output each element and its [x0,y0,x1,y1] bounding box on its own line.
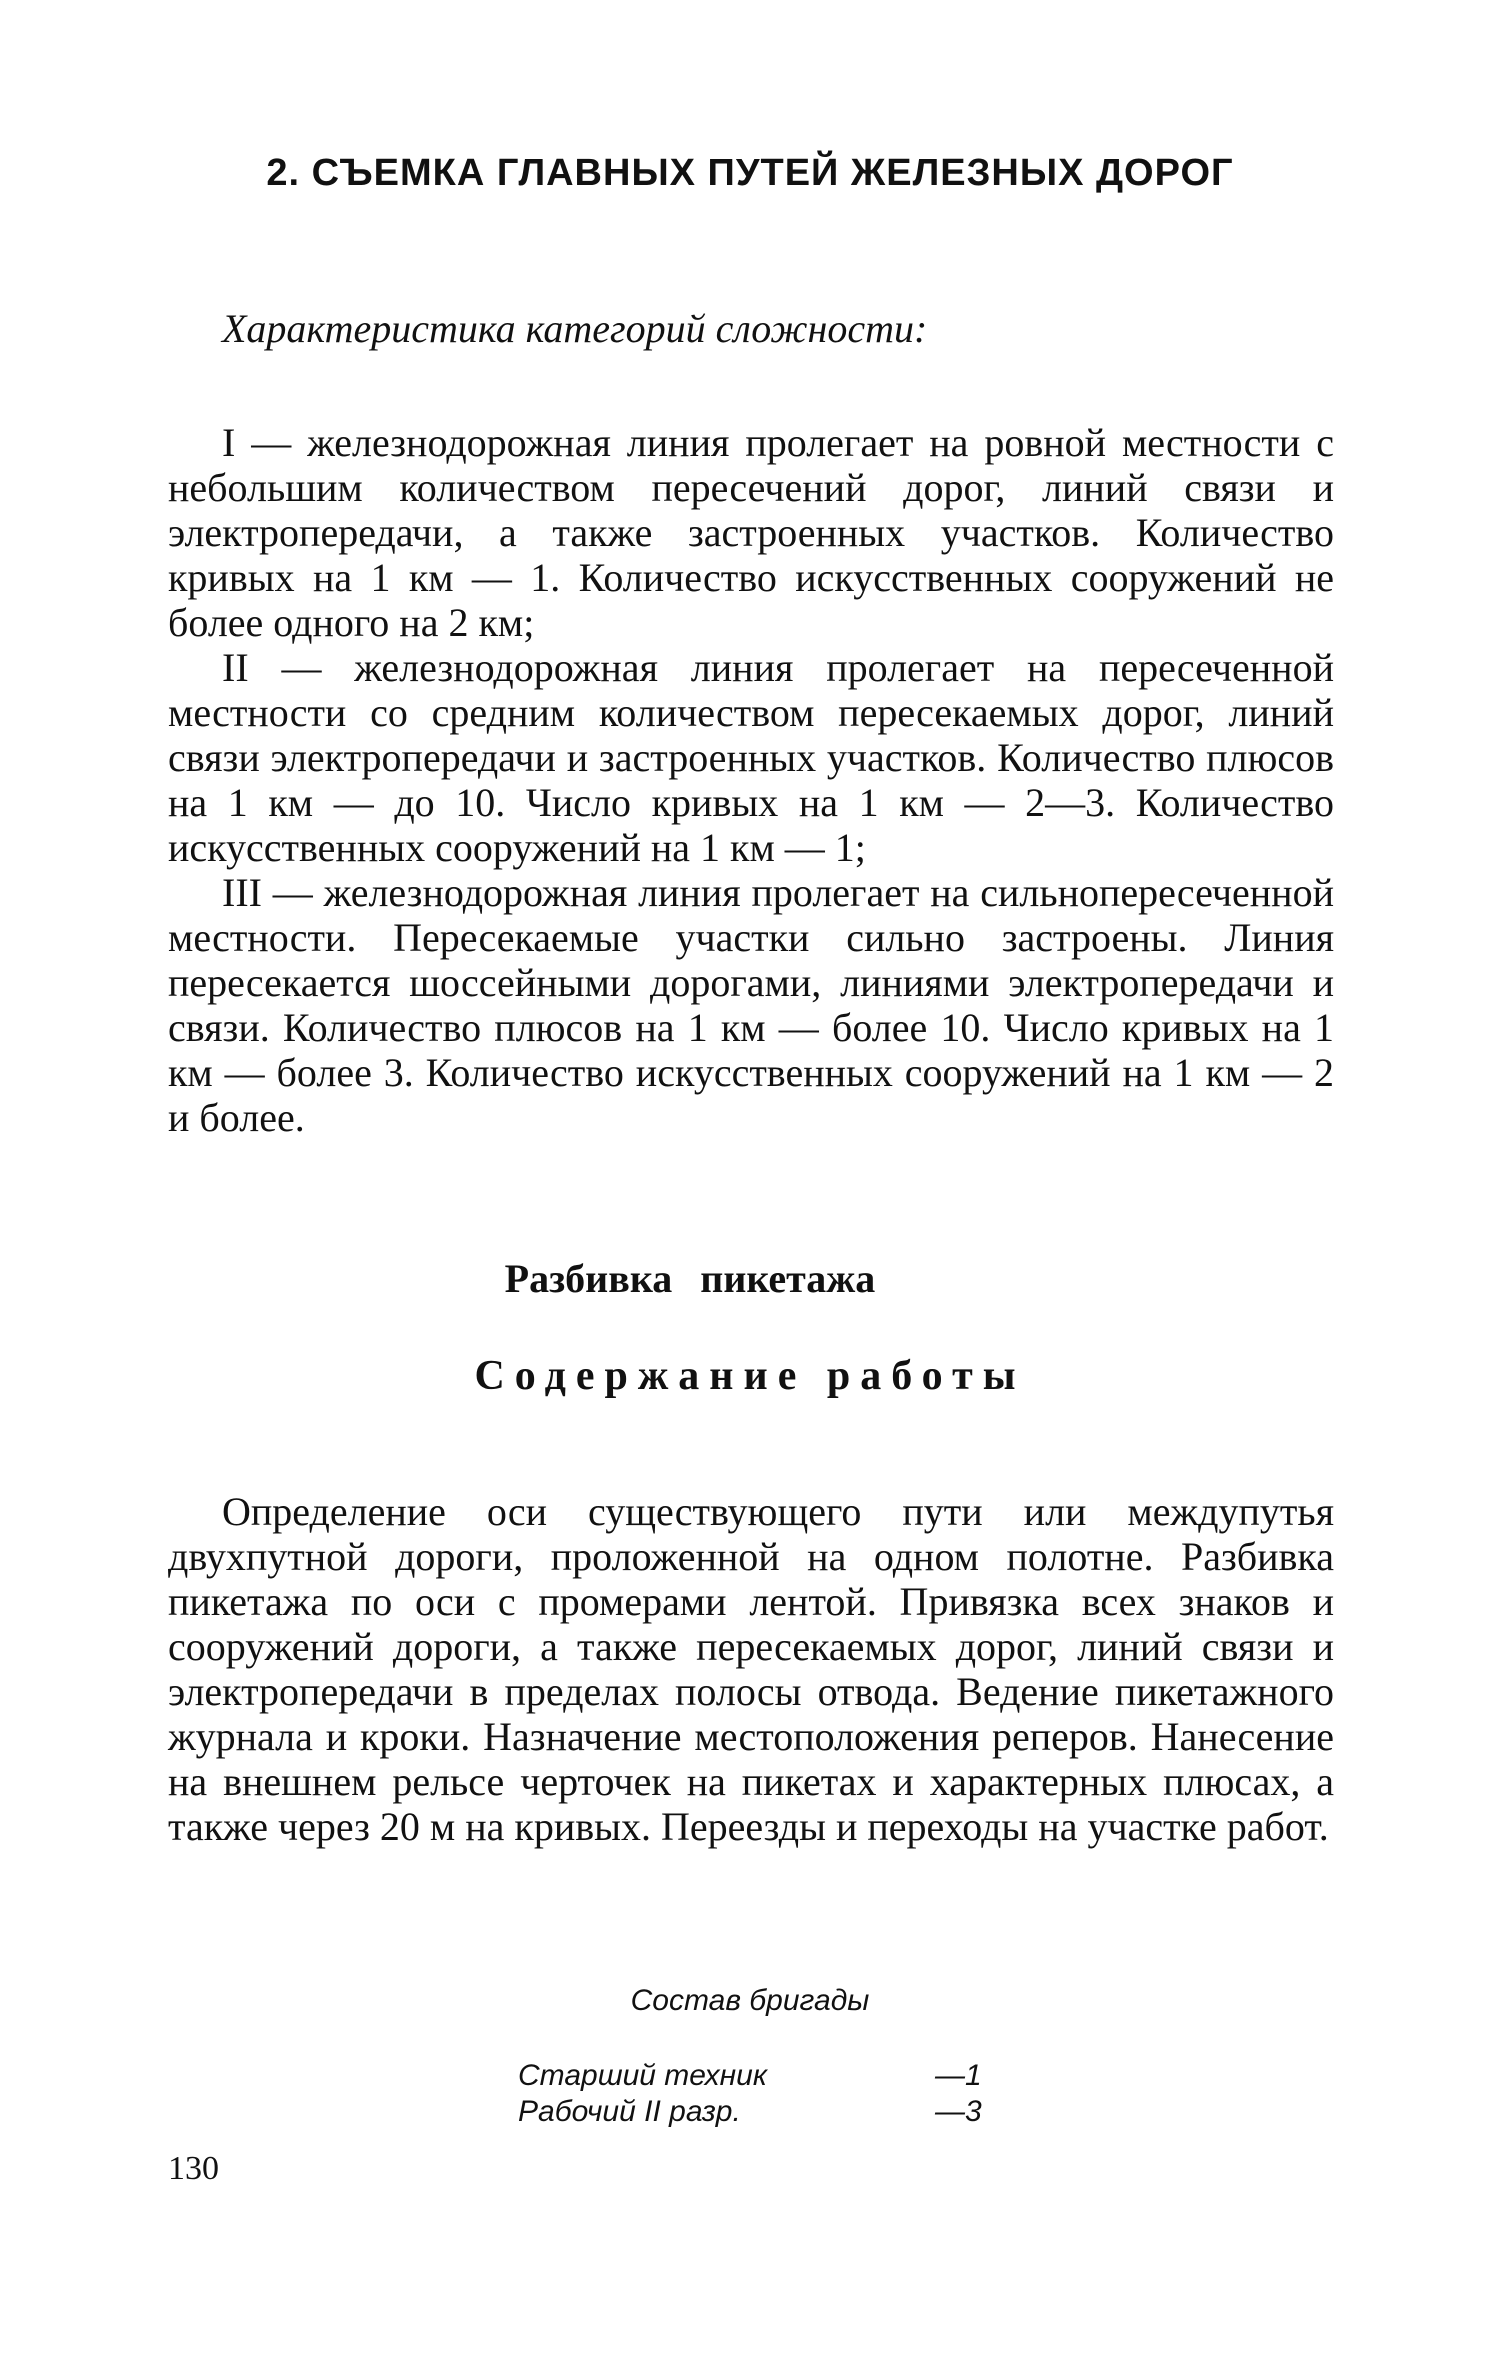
brigade-row [518,2058,1015,2094]
work-content-paragraph: Определение оси существующего пути или междупутья двухпутной дороги, проложенной на одном полотне. Разбивка пикетажа по оси с промерами лентой. Привязка всех знаков и сооружений дороги, а также пересекаемых дорог, линий связи и электропередачи в пределах полосы отвода. Ведение пикетажного журнала и кроки. Назначение местоположения реперов. Нанесение на внешнем рельсе черточек на пикетах и характерных плюсах, а также через 20 м на кривых. Переезды и переходы на участке работ. [168,1489,1334,1849]
brigade-table [518,2058,1015,2130]
brigade-count: —3 [935,2095,982,2128]
categories-heading: Характеристика категорий сложности: [222,306,928,351]
categories-list [168,420,1334,1140]
brigade-count: —1 [935,2059,982,2092]
section-title: 2. СЪЕМКА ГЛАВНЫХ ПУТЕЙ ЖЕЛЕЗНЫХ ДОРОГ [266,152,1234,194]
subsection-title: Разбивка пикетажа [504,1256,876,1301]
category-2-paragraph: II — железнодорожная линия пролегает на пересеченной местности со средним количеством пересекаемых дорог, линий связи электропередачи и застроенных участков. Количество плюсов на 1 км — до 10. Число кривых на 1 км — 2—3. Количество искусственных сооружений на 1 км — 1; [168,645,1334,870]
category-3-paragraph: III — железнодорожная линия пролегает на сильнопересеченной местности. Пересекаемые участки сильно застроены. Линия пересекается шоссейными дорогами, линиями электропередачи и связи. Количество плюсов на 1 км — более 10. Число кривых на 1 км — более 3. Количество искусственных сооружений на 1 км — 2 и более. [168,870,1334,1140]
brigade-title: Состав бригады [630,1984,870,2017]
page-number: 130 [168,2150,219,2187]
work-content-block [168,1489,1334,1849]
brigade-role: Старший техник [518,2059,768,2092]
work-content-heading: Содержание работы [474,1353,1026,1399]
category-1-paragraph: I — железнодорожная линия пролегает на ровной местности с небольшим количеством пересечений дорог, линий связи и электропередачи, а также застроенных участков. Количество кривых на 1 км — 1. Количество искусственных сооружений не более одного на 2 км; [168,420,1334,645]
brigade-role: Рабочий II разр. [518,2095,741,2128]
brigade-row [518,2094,1015,2130]
